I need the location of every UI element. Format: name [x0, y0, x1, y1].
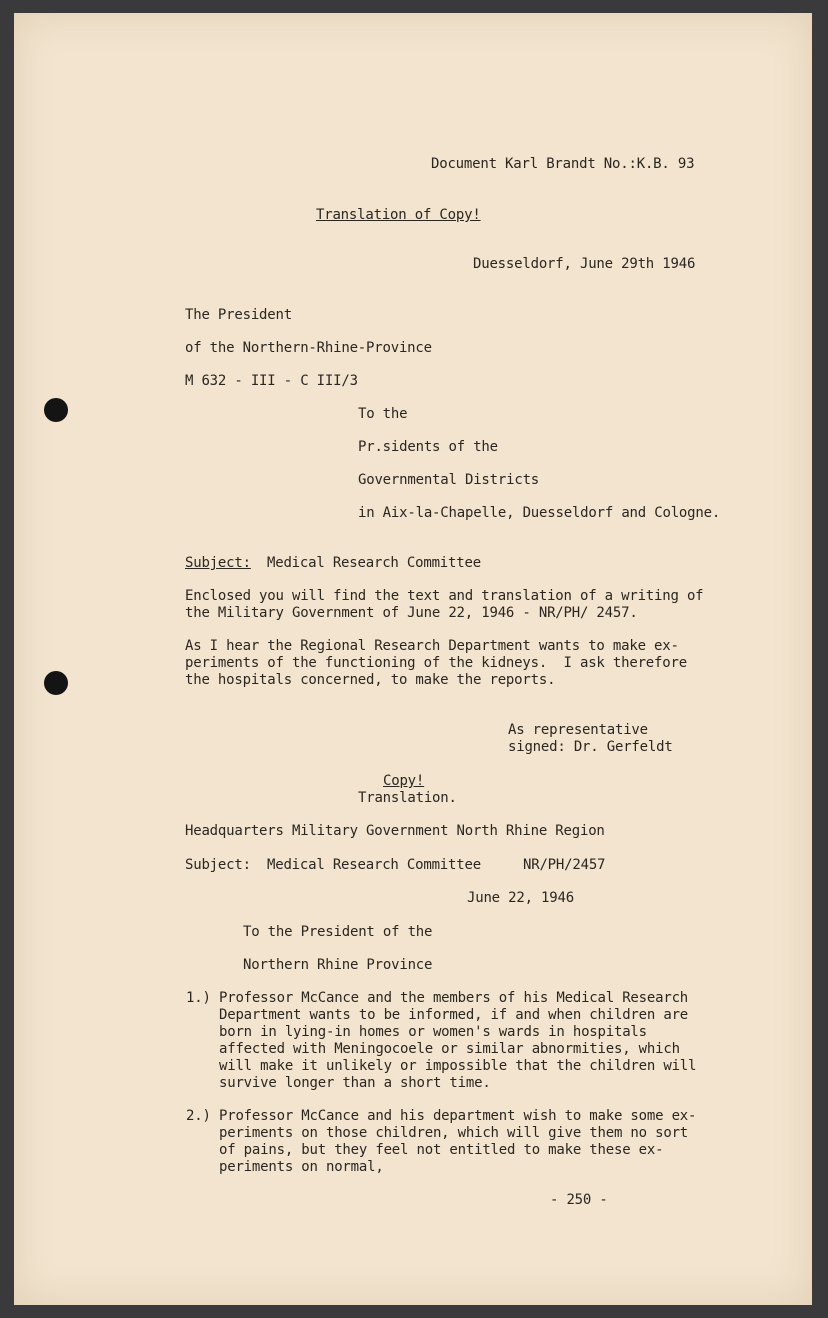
list-item-line: Professor McCance and his department wish to make some ex- [219, 1108, 697, 1124]
list-item-line: will make it unlikely or impossible that the children will [219, 1058, 697, 1074]
sender-line-2: of the Northern-Rhine-Province [185, 340, 432, 356]
recipient-line-4: in Aix-la-Chapelle, Duesseldorf and Cologne. [358, 505, 721, 521]
body-paragraph-1-line-1: Enclosed you will find the text and translation of a writing of [185, 588, 704, 604]
copy-subject-reference: NR/PH/2457 [523, 857, 606, 873]
recipient-line-3: Governmental Districts [358, 472, 540, 488]
body-paragraph-2-line-3: the hospitals concerned, to make the reports. [185, 672, 556, 688]
body-paragraph-2-line-1: As I hear the Regional Research Department wants to make ex- [185, 638, 679, 654]
recipient-line-1: To the [358, 406, 408, 422]
list-item-line: Professor McCance and the members of his Medical Research [219, 990, 689, 1006]
signature-line-2: signed: Dr. Gerfeldt [508, 739, 673, 755]
date-line: Duesseldorf, June 29th 1946 [473, 256, 696, 272]
list-item-line: Department wants to be informed, if and when children are [219, 1007, 689, 1023]
copy-date: June 22, 1946 [467, 890, 574, 906]
signature-line-1: As representative [508, 722, 648, 738]
list-item-line: affected with Meningocoele or similar abnormities, which [219, 1041, 680, 1057]
list-item-line: born in lying-in homes or women's wards in hospitals [219, 1024, 647, 1040]
list-item-line: periments on normal, [219, 1159, 384, 1175]
copy-label: Copy! [383, 773, 425, 789]
body-paragraph-2-line-2: periments of the functioning of the kidneys. I ask therefore [185, 655, 687, 671]
list-item-number: 2.) [186, 1108, 211, 1124]
copy-subject-text: Medical Research Committee [267, 857, 481, 873]
punch-hole-top [44, 398, 68, 422]
list-item-number: 1.) [186, 990, 211, 1006]
document-title: Translation of Copy! [316, 207, 481, 223]
list-item-line: survive longer than a short time. [219, 1075, 491, 1091]
list-item-line: of pains, but they feel not entitled to make these ex- [219, 1142, 664, 1158]
copy-recipient-line-2: Northern Rhine Province [243, 957, 433, 973]
sender-line-1: The President [185, 307, 292, 323]
document-reference: Document Karl Brandt No.:K.B. 93 [431, 156, 695, 172]
list-item-line: periments on those children, which will give them no sort [219, 1125, 689, 1141]
sender-reference: M 632 - III - C III/3 [185, 373, 358, 389]
subject-text: Medical Research Committee [267, 555, 481, 571]
recipient-line-2: Pr.sidents of the [358, 439, 498, 455]
headquarters-line: Headquarters Military Government North Rhine Region [185, 823, 605, 839]
subject-label: Subject: [185, 555, 251, 571]
body-paragraph-1-line-2: the Military Government of June 22, 1946 - NR/PH/ 2457. [185, 605, 638, 621]
copy-recipient-line-1: To the President of the [243, 924, 433, 940]
punch-hole-bottom [44, 671, 68, 695]
page-number: - 250 - [550, 1192, 608, 1208]
translation-label: Translation. [358, 790, 457, 806]
copy-subject-label: Subject: [185, 857, 251, 873]
